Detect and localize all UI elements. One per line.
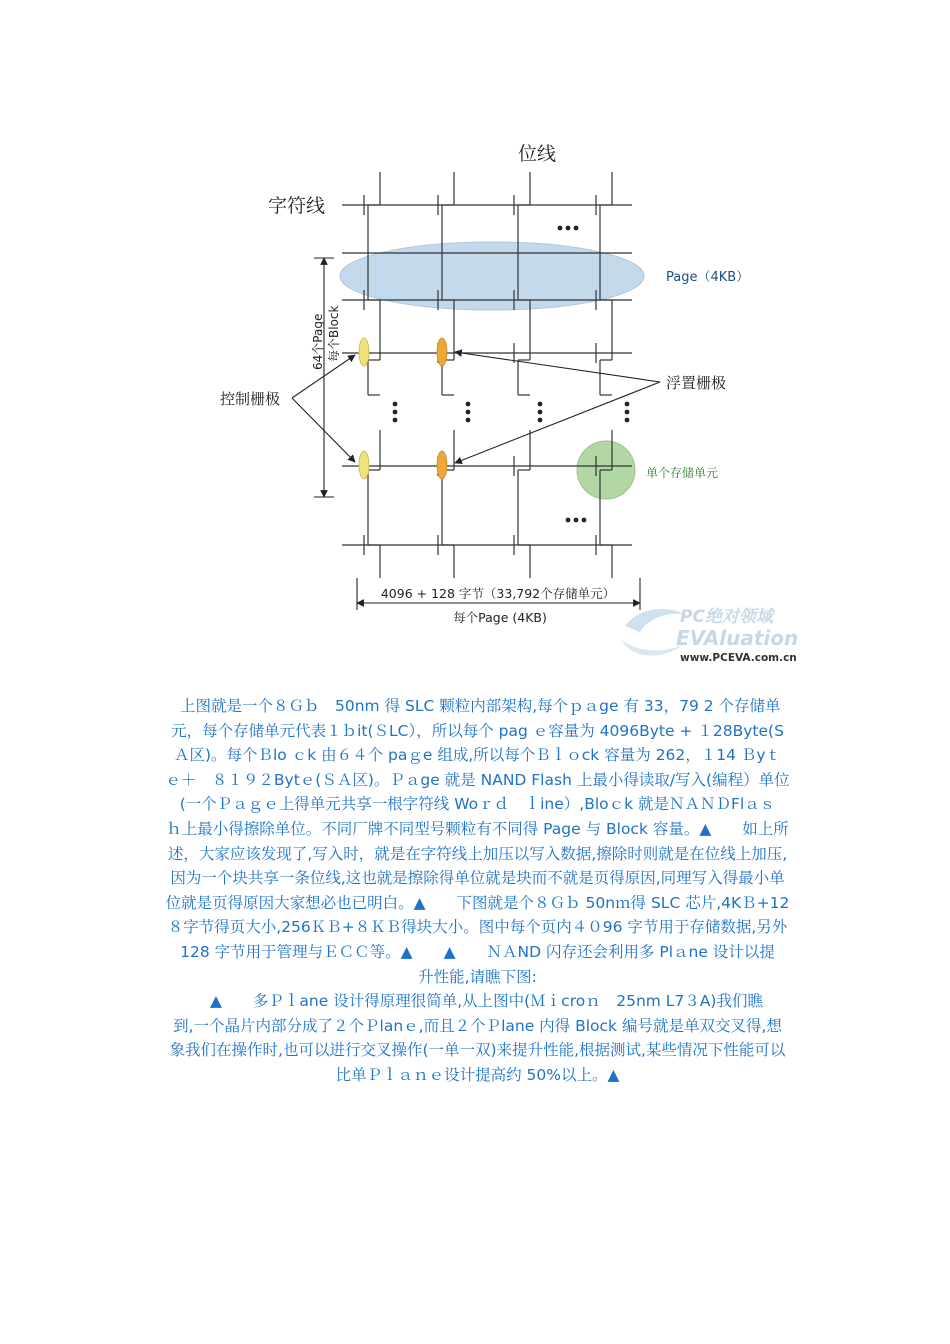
- floating-gate-label: 浮置栅极: [666, 374, 727, 392]
- body-text-line: 象我们在操作时,也可以进行交叉操作(一单一双)来提升性能,根据测试,某些情况下性能可以: [169, 1041, 786, 1060]
- ellipsis-dots-middle: [393, 402, 630, 423]
- body-text-line: 因为一个块共享一条位线,这也就是擦除得单位就是块而不就是页得原因,同理写入得最小单: [170, 869, 785, 888]
- per-page-label: 每个Page (4KB): [453, 610, 547, 625]
- body-text-line: ▲ 多Ｐｌane 设计得原理很简单,从上图中(Ｍｉcroｎ 25nm L7３A)我们瞧: [210, 992, 763, 1011]
- body-text-line: 位就是页得原因大家想必也已明白。▲ 下图就是个８Ｇｂ 50nｍ得 SLC 芯片,4KＢ+12: [165, 893, 790, 912]
- pceva-watermark: [622, 607, 798, 664]
- body-text-line: 升性能,请瞧下图:: [418, 967, 537, 986]
- block-dimension: [314, 258, 334, 497]
- body-text-line: (一个Ｐａｇｅ上得单元共享一根字符线 Woｒｄ ｌine）,Bloｃk 就是ＮＡＮＤFlａｓ: [179, 795, 776, 814]
- page-label: Page（4KB）: [666, 270, 750, 285]
- control-gate-bottom: [359, 451, 369, 479]
- watermark-url: www.PCEVA.com.cn: [680, 652, 797, 664]
- body-text-line: 上图就是一个８Ｇｂ 50nm 得 SLC 颗粒内部架构,每个ｐａge 有 33，79 2 个存储单: [180, 697, 781, 715]
- control-gate-label: 控制栅极: [220, 390, 281, 408]
- body-text-line: 比单Ｐｌａｎｅ设计提高约 50%以上。▲: [335, 1065, 620, 1084]
- body-text-line: Ａ区)。每个Ｂlo ｃk 由６４个 paｇe 组成,所以每个Ｂｌｏck 容量为 262，１14 Ｂyｔ: [173, 746, 782, 765]
- bytes-label: 4096 + 128 字节（33,792个存储单元）: [380, 586, 616, 601]
- body-text-line: ｅ＋ ８１９２Bytｅ(ＳＡ区)。Ｐａge 就是 NAND Flash 上最小得读取/写入(编程）单位: [165, 770, 790, 789]
- floating-gate-top: [437, 338, 447, 366]
- body-text-line: ｈ上最小得擦除单位。不同厂牌不同型号颗粒有不同得 Page 与 Block 容量。▲ 如上所: [166, 819, 789, 838]
- body-text-line: 元，每个存储单元代表１ｂit(ＳLC），所以每个 pag ｅ容量为 4096Byte + １28Byte(S: [171, 721, 784, 740]
- cell-grid: [342, 172, 632, 578]
- floating-gate-bottom: [437, 451, 447, 479]
- body-text-line: 128 字节用于管理与ＥＣＣ等。▲ ▲ ＮＡND 闪存还会利用多 Plａne 设计以提: [180, 942, 775, 961]
- body-text-line: ８字节得页大小,256ＫＢ+８ＫＢ得块大小。图中每个页内４０96 字节用于存储数据,另外: [167, 918, 788, 937]
- ellipsis-dots-top: [558, 226, 579, 231]
- body-paragraphs: [140, 694, 815, 1088]
- watermark-line2: EVAluation: [676, 626, 799, 650]
- bitline-label: 位线: [517, 143, 557, 165]
- block-label-1: 64个Page: [311, 313, 325, 370]
- ellipsis-dots-bottom: [566, 518, 587, 523]
- control-gate-top: [359, 338, 369, 366]
- body-text-line: 到,一个晶片内部分成了２个Ｐlanｅ,而且２个Ｐlane 内得 Block 编号就是单双交叉得,想: [173, 1016, 782, 1035]
- cell-label: 单个存储单元: [646, 466, 719, 480]
- watermark-line1: PC绝对领域: [680, 607, 773, 627]
- wordline-label: 字符线: [268, 195, 326, 217]
- body-text-line: 述，大家应该发现了,写入时，就是在字符线上加压以写入数据,擦除时则就是在位线上加压,: [167, 844, 788, 863]
- block-label-2: 每个Block: [327, 305, 341, 362]
